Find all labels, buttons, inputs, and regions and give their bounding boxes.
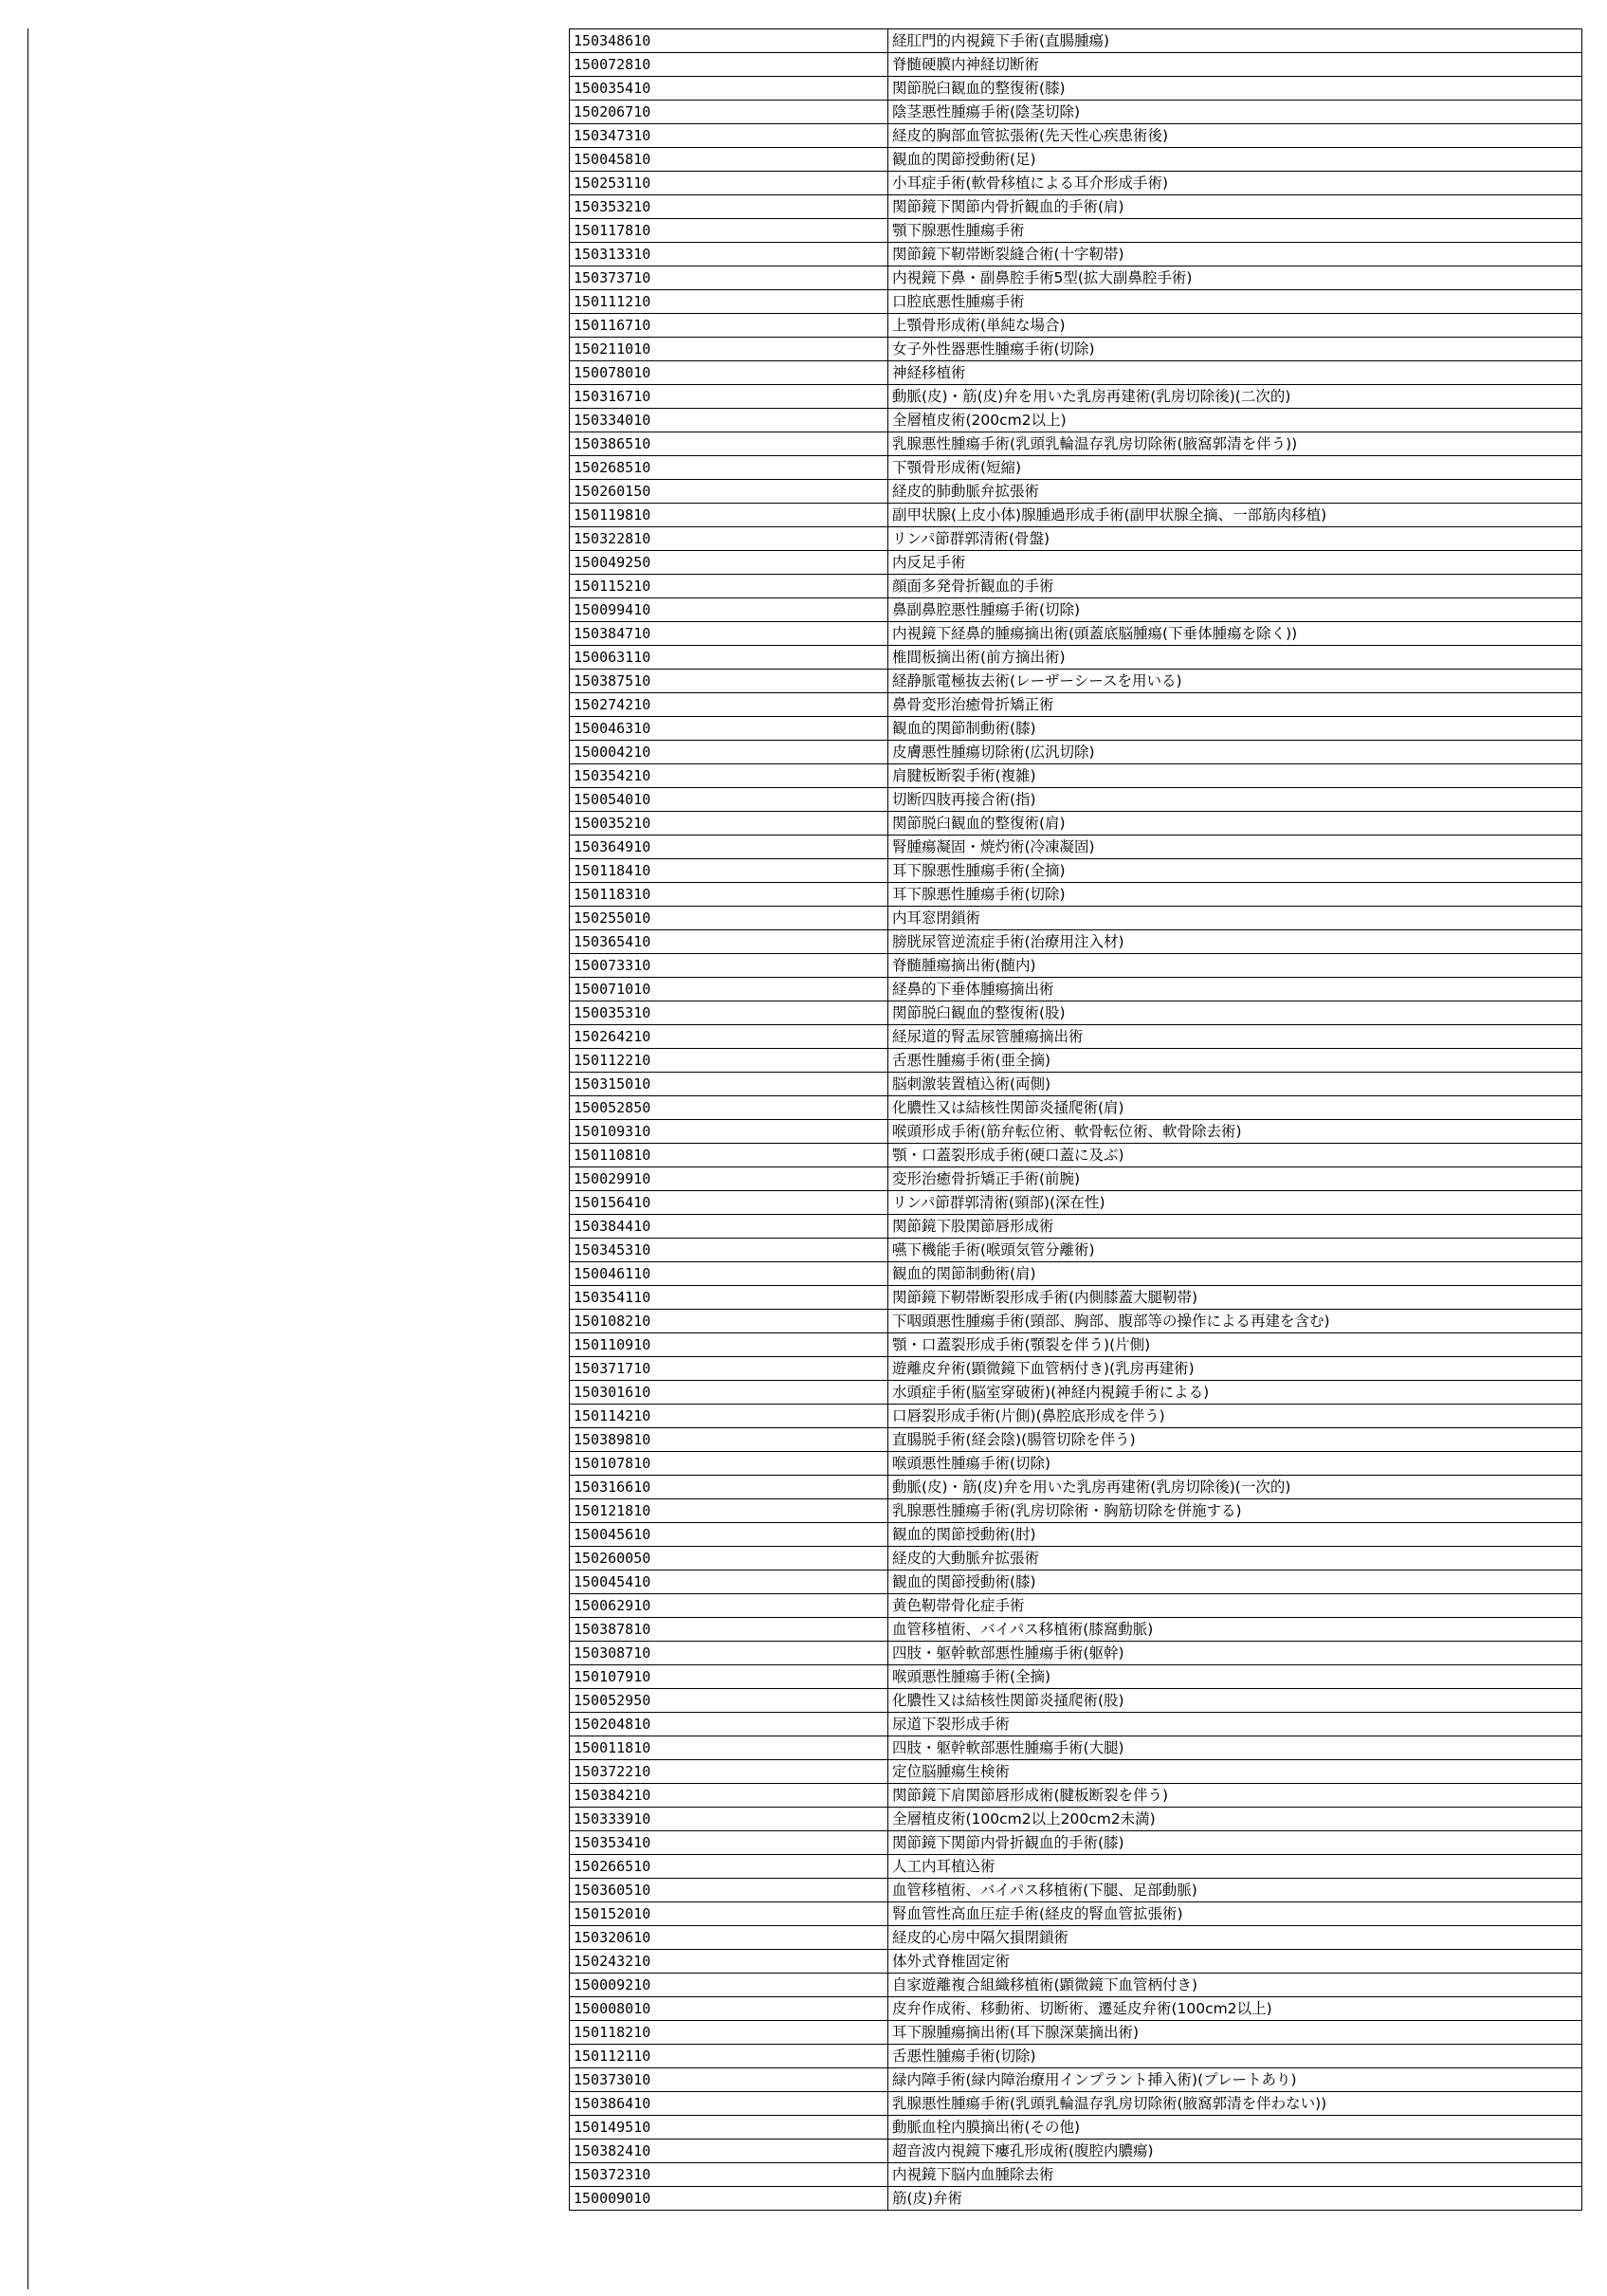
procedure-name-cell: 内視鏡下経鼻的腫瘍摘出術(頭蓋底脳腫瘍(下垂体腫瘍を除く)) — [888, 622, 1582, 646]
table-row — [570, 409, 1582, 432]
procedure-name-cell: 皮弁作成術、移動術、切断術、遷延皮弁術(100cm2以上) — [888, 1997, 1582, 2021]
table-row — [570, 266, 1582, 290]
procedure-name-cell: 尿道下裂形成手術 — [888, 1713, 1582, 1736]
procedure-name-cell: 関節脱臼観血的整復術(肩) — [888, 812, 1582, 836]
table-row — [570, 290, 1582, 314]
table-row — [570, 1926, 1582, 1950]
procedure-code-cell: 150119810 — [570, 504, 888, 527]
procedure-code-cell: 150052850 — [570, 1096, 888, 1120]
table-row — [570, 764, 1582, 788]
table-row — [570, 432, 1582, 456]
procedure-name-cell: 上顎骨形成術(単純な場合) — [888, 314, 1582, 338]
page-left-rule — [27, 28, 28, 2289]
table-row — [570, 812, 1582, 836]
procedure-code-cell: 150112110 — [570, 2045, 888, 2068]
procedure-code-cell: 150073310 — [570, 954, 888, 978]
procedure-name-cell: 黄色靭帯骨化症手術 — [888, 1594, 1582, 1618]
procedure-name-cell: 嚥下機能手術(喉頭気管分離術) — [888, 1239, 1582, 1262]
procedure-name-cell: 化膿性又は結核性関節炎掻爬術(股) — [888, 1689, 1582, 1713]
procedure-code-cell: 150274210 — [570, 693, 888, 717]
procedure-code-cell: 150320610 — [570, 1926, 888, 1950]
procedure-name-cell: 緑内障手術(緑内障治療用インプラント挿入術)(プレートあり) — [888, 2068, 1582, 2092]
table-row — [570, 77, 1582, 101]
procedure-name-cell: 化膿性又は結核性関節炎掻爬術(肩) — [888, 1096, 1582, 1120]
table-row — [570, 1310, 1582, 1333]
table-row — [570, 1073, 1582, 1096]
table-row — [570, 2068, 1582, 2092]
table-row — [570, 1665, 1582, 1689]
procedure-code-cell: 150118210 — [570, 2021, 888, 2045]
procedure-name-cell: 耳下腺腫瘍摘出術(耳下腺深葉摘出術) — [888, 2021, 1582, 2045]
table-row — [570, 219, 1582, 243]
table-row — [570, 1144, 1582, 1167]
table-row — [570, 527, 1582, 551]
procedure-code-cell: 150354210 — [570, 764, 888, 788]
procedure-name-cell: 変形治癒骨折矯正手術(前腕) — [888, 1167, 1582, 1191]
procedure-name-cell: 血管移植術、バイパス移植術(下腿、足部動脈) — [888, 1879, 1582, 1902]
procedure-code-cell: 150118410 — [570, 859, 888, 883]
table-row — [570, 1997, 1582, 2021]
table-row — [570, 1215, 1582, 1239]
procedure-code-cell: 150114210 — [570, 1405, 888, 1428]
procedure-name-cell: 経皮的大動脈弁拡張術 — [888, 1547, 1582, 1570]
table-row — [570, 1523, 1582, 1547]
procedure-code-cell: 150206710 — [570, 101, 888, 124]
table-row — [570, 670, 1582, 693]
procedure-code-cell: 150117810 — [570, 219, 888, 243]
procedure-table-body — [570, 29, 1582, 2211]
procedure-name-cell: 喉頭形成手術(筋弁転位術、軟骨転位術、軟骨除去術) — [888, 1120, 1582, 1144]
procedure-code-cell: 150373710 — [570, 266, 888, 290]
table-row — [570, 1784, 1582, 1808]
table-row — [570, 53, 1582, 77]
table-row — [570, 788, 1582, 812]
procedure-code-cell: 150063110 — [570, 646, 888, 670]
table-row — [570, 2187, 1582, 2211]
table-row — [570, 195, 1582, 219]
procedure-code-cell: 150333910 — [570, 1808, 888, 1831]
table-row — [570, 1239, 1582, 1262]
procedure-name-cell: 観血的関節制動術(肩) — [888, 1262, 1582, 1286]
procedure-name-cell: 人工内耳植込術 — [888, 1855, 1582, 1879]
procedure-name-cell: 関節鏡下股関節唇形成術 — [888, 1215, 1582, 1239]
table-row — [570, 2140, 1582, 2163]
table-row — [570, 1547, 1582, 1570]
table-row — [570, 1476, 1582, 1499]
table-row — [570, 1950, 1582, 1974]
table-row — [570, 2163, 1582, 2187]
procedure-code-cell: 150345310 — [570, 1239, 888, 1262]
table-row — [570, 741, 1582, 764]
table-row — [570, 1808, 1582, 1831]
table-row — [570, 1902, 1582, 1926]
table-row — [570, 1499, 1582, 1523]
table-row — [570, 1049, 1582, 1073]
procedure-code-cell: 150353210 — [570, 195, 888, 219]
procedure-code-cell: 150072810 — [570, 53, 888, 77]
procedure-code-cell: 150108210 — [570, 1310, 888, 1333]
table-row — [570, 480, 1582, 504]
table-row — [570, 1096, 1582, 1120]
table-row — [570, 1736, 1582, 1760]
procedure-name-cell: 経鼻的下垂体腫瘍摘出術 — [888, 978, 1582, 1001]
procedure-name-cell: 関節鏡下関節内骨折観血的手術(肩) — [888, 195, 1582, 219]
procedure-code-cell: 150062910 — [570, 1594, 888, 1618]
procedure-code-cell: 150387810 — [570, 1618, 888, 1642]
procedure-name-cell: 耳下腺悪性腫瘍手術(全摘) — [888, 859, 1582, 883]
procedure-name-cell: 脊髄硬膜内神経切断術 — [888, 53, 1582, 77]
procedure-name-cell: 副甲状腺(上皮小体)腺腫過形成手術(副甲状腺全摘、一部筋肉移植) — [888, 504, 1582, 527]
procedure-name-cell: 関節鏡下靭帯断裂縫合術(十字靭帯) — [888, 243, 1582, 266]
table-row — [570, 1428, 1582, 1452]
table-row — [570, 1618, 1582, 1642]
procedure-code-cell: 150372310 — [570, 2163, 888, 2187]
procedure-code-cell: 150035410 — [570, 77, 888, 101]
procedure-name-cell: 皮膚悪性腫瘍切除術(広汎切除) — [888, 741, 1582, 764]
procedure-name-cell: 内視鏡下鼻・副鼻腔手術5型(拡大副鼻腔手術) — [888, 266, 1582, 290]
procedure-name-cell: 女子外性器悪性腫瘍手術(切除) — [888, 338, 1582, 361]
table-row — [570, 598, 1582, 622]
procedure-name-cell: 観血的関節授動術(膝) — [888, 1570, 1582, 1594]
table-row — [570, 717, 1582, 741]
procedure-code-cell: 150348610 — [570, 29, 888, 53]
table-row — [570, 385, 1582, 409]
procedure-name-cell: リンパ節群郭清術(頸部)(深在性) — [888, 1191, 1582, 1215]
table-row — [570, 693, 1582, 717]
procedure-code-cell: 150052950 — [570, 1689, 888, 1713]
procedure-code-cell: 150009010 — [570, 2187, 888, 2211]
procedure-name-cell: 血管移植術、バイパス移植術(膝窩動脈) — [888, 1618, 1582, 1642]
procedure-name-cell: 口唇裂形成手術(片側)(鼻腔底形成を伴う) — [888, 1405, 1582, 1428]
procedure-name-cell: 椎間板摘出術(前方摘出術) — [888, 646, 1582, 670]
procedure-code-cell: 150334010 — [570, 409, 888, 432]
procedure-code-cell: 150045410 — [570, 1570, 888, 1594]
procedure-name-cell: 遊離皮弁術(顕微鏡下血管柄付き)(乳房再建術) — [888, 1357, 1582, 1381]
procedure-name-cell: 四肢・躯幹軟部悪性腫瘍手術(大腿) — [888, 1736, 1582, 1760]
procedure-name-cell: 口腔底悪性腫瘍手術 — [888, 290, 1582, 314]
procedure-code-cell: 150009210 — [570, 1974, 888, 1997]
table-row — [570, 1594, 1582, 1618]
procedure-name-cell: 小耳症手術(軟骨移植による耳介形成手術) — [888, 172, 1582, 195]
procedure-name-cell: 顎・口蓋裂形成手術(硬口蓋に及ぶ) — [888, 1144, 1582, 1167]
procedure-code-cell: 150054010 — [570, 788, 888, 812]
procedure-name-cell: 経肛門的内視鏡下手術(直腸腫瘍) — [888, 29, 1582, 53]
procedure-code-cell: 150384210 — [570, 1784, 888, 1808]
procedure-code-cell: 150308710 — [570, 1642, 888, 1665]
procedure-code-cell: 150115210 — [570, 575, 888, 598]
procedure-code-cell: 150386410 — [570, 2092, 888, 2116]
procedure-name-cell: 動脈(皮)・筋(皮)弁を用いた乳房再建術(乳房切除後)(二次的) — [888, 385, 1582, 409]
procedure-code-cell: 150045810 — [570, 148, 888, 172]
table-row — [570, 836, 1582, 859]
procedure-name-cell: 内耳窓閉鎖術 — [888, 907, 1582, 930]
procedure-name-cell: 経静脈電極抜去術(レーザーシースを用いる) — [888, 670, 1582, 693]
table-row — [570, 1689, 1582, 1713]
procedure-name-cell: 全層植皮術(100cm2以上200cm2未満) — [888, 1808, 1582, 1831]
procedure-name-cell: 下顎骨形成術(短縮) — [888, 456, 1582, 480]
procedure-code-cell: 150004210 — [570, 741, 888, 764]
table-row — [570, 1191, 1582, 1215]
procedure-code-cell: 150118310 — [570, 883, 888, 907]
table-row — [570, 1760, 1582, 1784]
procedure-code-cell: 150316710 — [570, 385, 888, 409]
table-row — [570, 1879, 1582, 1902]
table-row — [570, 29, 1582, 53]
procedure-code-cell: 150372210 — [570, 1760, 888, 1784]
table-row — [570, 456, 1582, 480]
procedure-code-cell: 150045610 — [570, 1523, 888, 1547]
table-row — [570, 148, 1582, 172]
table-row — [570, 575, 1582, 598]
procedure-code-cell: 150099410 — [570, 598, 888, 622]
procedure-name-cell: 経皮的心房中隔欠損閉鎖術 — [888, 1926, 1582, 1950]
procedure-name-cell: 肩腱板断裂手術(複雑) — [888, 764, 1582, 788]
procedure-name-cell: 内視鏡下脳内血腫除去術 — [888, 2163, 1582, 2187]
procedure-name-cell: 鼻骨変形治癒骨折矯正術 — [888, 693, 1582, 717]
table-row — [570, 859, 1582, 883]
procedure-name-cell: 関節脱臼観血的整復術(膝) — [888, 77, 1582, 101]
procedure-name-cell: 乳腺悪性腫瘍手術(乳房切除術・胸筋切除を併施する) — [888, 1499, 1582, 1523]
procedure-code-cell: 150371710 — [570, 1357, 888, 1381]
table-row — [570, 2045, 1582, 2068]
table-row — [570, 338, 1582, 361]
table-row — [570, 1025, 1582, 1049]
procedure-name-cell: 乳腺悪性腫瘍手術(乳頭乳輪温存乳房切除術(腋窩郭清を伴わない)) — [888, 2092, 1582, 2116]
procedure-code-cell: 150387510 — [570, 670, 888, 693]
procedure-code-cell: 150322810 — [570, 527, 888, 551]
procedure-name-cell: 顎・口蓋裂形成手術(顎裂を伴う)(片側) — [888, 1333, 1582, 1357]
procedure-code-cell: 150071010 — [570, 978, 888, 1001]
procedure-code-cell: 150152010 — [570, 1902, 888, 1926]
procedure-code-cell: 150116710 — [570, 314, 888, 338]
table-row — [570, 551, 1582, 575]
table-row — [570, 101, 1582, 124]
table-row — [570, 1120, 1582, 1144]
procedure-code-cell: 150389810 — [570, 1428, 888, 1452]
procedure-name-cell: 顎下腺悪性腫瘍手術 — [888, 219, 1582, 243]
table-row — [570, 930, 1582, 954]
table-row — [570, 907, 1582, 930]
procedure-code-cell: 150315010 — [570, 1073, 888, 1096]
table-row — [570, 646, 1582, 670]
procedure-name-cell: 観血的関節制動術(膝) — [888, 717, 1582, 741]
procedure-name-cell: 関節鏡下靭帯断裂形成手術(内側膝蓋大腿靭帯) — [888, 1286, 1582, 1310]
procedure-code-cell: 150008010 — [570, 1997, 888, 2021]
procedure-name-cell: 耳下腺悪性腫瘍手術(切除) — [888, 883, 1582, 907]
table-row — [570, 314, 1582, 338]
procedure-name-cell: 脊髄腫瘍摘出術(髄内) — [888, 954, 1582, 978]
procedure-name-cell: 水頭症手術(脳室穿破術)(神経内視鏡手術による) — [888, 1381, 1582, 1405]
procedure-code-cell: 150121810 — [570, 1499, 888, 1523]
procedure-code-cell: 150268510 — [570, 456, 888, 480]
procedure-code-cell: 150360510 — [570, 1879, 888, 1902]
procedure-name-cell: 定位脳腫瘍生検術 — [888, 1760, 1582, 1784]
procedure-name-cell: 関節鏡下肩関節唇形成術(腱板断裂を伴う) — [888, 1784, 1582, 1808]
table-row — [570, 954, 1582, 978]
table-row — [570, 1167, 1582, 1191]
procedure-code-cell: 150204810 — [570, 1713, 888, 1736]
table-row — [570, 172, 1582, 195]
procedure-code-cell: 150316610 — [570, 1476, 888, 1499]
table-row — [570, 2116, 1582, 2140]
procedure-code-cell: 150029910 — [570, 1167, 888, 1191]
table-row — [570, 504, 1582, 527]
table-row — [570, 1001, 1582, 1025]
procedure-name-cell: 乳腺悪性腫瘍手術(乳頭乳輪温存乳房切除術(腋窩郭清を伴う)) — [888, 432, 1582, 456]
procedure-name-cell: 喉頭悪性腫瘍手術(切除) — [888, 1452, 1582, 1476]
procedure-code-cell: 150365410 — [570, 930, 888, 954]
procedure-code-cell: 150264210 — [570, 1025, 888, 1049]
table-row — [570, 622, 1582, 646]
procedure-code-cell: 150260150 — [570, 480, 888, 504]
procedure-name-cell: 経尿道的腎盂尿管腫瘍摘出術 — [888, 1025, 1582, 1049]
procedure-name-cell: 腎血管性高血圧症手術(経皮的腎血管拡張術) — [888, 1902, 1582, 1926]
procedure-name-cell: 関節脱臼観血的整復術(股) — [888, 1001, 1582, 1025]
procedure-name-cell: 舌悪性腫瘍手術(亜全摘) — [888, 1049, 1582, 1073]
procedure-code-cell: 150313310 — [570, 243, 888, 266]
procedure-name-cell: 顔面多発骨折観血的手術 — [888, 575, 1582, 598]
table-row — [570, 2092, 1582, 2116]
procedure-code-cell: 150035210 — [570, 812, 888, 836]
table-row — [570, 1831, 1582, 1855]
table-row — [570, 1405, 1582, 1428]
table-row — [570, 1642, 1582, 1665]
table-row — [570, 124, 1582, 148]
procedure-code-cell: 150110810 — [570, 1144, 888, 1167]
procedure-code-cell: 150243210 — [570, 1950, 888, 1974]
procedure-code-cell: 150353410 — [570, 1831, 888, 1855]
procedure-code-cell: 150046310 — [570, 717, 888, 741]
procedure-name-cell: 神経移植術 — [888, 361, 1582, 385]
table-row — [570, 1713, 1582, 1736]
procedure-code-cell: 150386510 — [570, 432, 888, 456]
procedure-code-cell: 150111210 — [570, 290, 888, 314]
procedure-name-cell: 内反足手術 — [888, 551, 1582, 575]
procedure-code-cell: 150384410 — [570, 1215, 888, 1239]
procedure-name-cell: 膀胱尿管逆流症手術(治療用注入材) — [888, 930, 1582, 954]
procedure-name-cell: 四肢・躯幹軟部悪性腫瘍手術(躯幹) — [888, 1642, 1582, 1665]
procedure-code-cell: 150301610 — [570, 1381, 888, 1405]
table-row — [570, 361, 1582, 385]
table-row — [570, 1262, 1582, 1286]
procedure-name-cell: 陰茎悪性腫瘍手術(陰茎切除) — [888, 101, 1582, 124]
procedure-name-cell: 観血的関節授動術(足) — [888, 148, 1582, 172]
procedure-name-cell: 自家遊離複合組織移植術(顕微鏡下血管柄付き) — [888, 1974, 1582, 1997]
procedure-code-cell: 150046110 — [570, 1262, 888, 1286]
procedure-name-cell: 動脈血栓内膜摘出術(その他) — [888, 2116, 1582, 2140]
procedure-name-cell: 関節鏡下関節内骨折観血的手術(膝) — [888, 1831, 1582, 1855]
procedure-name-cell: 直腸脱手術(経会陰)(腸管切除を伴う) — [888, 1428, 1582, 1452]
procedure-name-cell: 下咽頭悪性腫瘍手術(頸部、胸部、腹部等の操作による再建を含む) — [888, 1310, 1582, 1333]
procedure-code-cell: 150112210 — [570, 1049, 888, 1073]
procedure-code-cell: 150107910 — [570, 1665, 888, 1689]
procedure-code-cell: 150035310 — [570, 1001, 888, 1025]
procedure-code-cell: 150255010 — [570, 907, 888, 930]
procedure-name-cell: 舌悪性腫瘍手術(切除) — [888, 2045, 1582, 2068]
procedure-code-cell: 150253110 — [570, 172, 888, 195]
procedure-name-cell: 観血的関節授動術(肘) — [888, 1523, 1582, 1547]
procedure-code-cell: 150266510 — [570, 1855, 888, 1879]
procedure-name-cell: 超音波内視鏡下瘻孔形成術(腹腔内膿瘍) — [888, 2140, 1582, 2163]
procedure-code-cell: 150011810 — [570, 1736, 888, 1760]
procedure-code-cell: 150260050 — [570, 1547, 888, 1570]
procedure-name-cell: 喉頭悪性腫瘍手術(全摘) — [888, 1665, 1582, 1689]
table-row — [570, 1381, 1582, 1405]
procedure-name-cell: 経皮的肺動脈弁拡張術 — [888, 480, 1582, 504]
procedure-code-cell: 150156410 — [570, 1191, 888, 1215]
table-row — [570, 1286, 1582, 1310]
procedure-code-cell: 150211010 — [570, 338, 888, 361]
table-row — [570, 1855, 1582, 1879]
table-row — [570, 1357, 1582, 1381]
table-row — [570, 883, 1582, 907]
procedure-code-cell: 150364910 — [570, 836, 888, 859]
procedure-name-cell: 腎腫瘍凝固・焼灼術(冷凍凝固) — [888, 836, 1582, 859]
procedure-name-cell: 切断四肢再接合術(指) — [888, 788, 1582, 812]
procedure-code-cell: 150149510 — [570, 2116, 888, 2140]
table-row — [570, 1452, 1582, 1476]
procedure-code-cell: 150373010 — [570, 2068, 888, 2092]
table-row — [570, 1333, 1582, 1357]
procedure-name-cell: 全層植皮術(200cm2以上) — [888, 409, 1582, 432]
procedure-code-cell: 150382410 — [570, 2140, 888, 2163]
procedure-code-table — [569, 28, 1582, 2211]
procedure-name-cell: 動脈(皮)・筋(皮)弁を用いた乳房再建術(乳房切除後)(一次的) — [888, 1476, 1582, 1499]
procedure-name-cell: リンパ節群郭清術(骨盤) — [888, 527, 1582, 551]
table-row — [570, 1570, 1582, 1594]
procedure-code-cell: 150354110 — [570, 1286, 888, 1310]
table-row — [570, 243, 1582, 266]
procedure-code-cell: 150109310 — [570, 1120, 888, 1144]
procedure-name-cell: 筋(皮)弁術 — [888, 2187, 1582, 2211]
procedure-name-cell: 鼻副鼻腔悪性腫瘍手術(切除) — [888, 598, 1582, 622]
procedure-code-cell: 150384710 — [570, 622, 888, 646]
table-row — [570, 978, 1582, 1001]
procedure-code-cell: 150107810 — [570, 1452, 888, 1476]
procedure-code-cell: 150049250 — [570, 551, 888, 575]
procedure-table-container — [569, 28, 1581, 2211]
table-row — [570, 1974, 1582, 1997]
procedure-code-cell: 150110910 — [570, 1333, 888, 1357]
procedure-code-cell: 150078010 — [570, 361, 888, 385]
procedure-name-cell: 経皮的胸部血管拡張術(先天性心疾患術後) — [888, 124, 1582, 148]
procedure-name-cell: 脳刺激装置植込術(両側) — [888, 1073, 1582, 1096]
table-row — [570, 2021, 1582, 2045]
procedure-name-cell: 体外式脊椎固定術 — [888, 1950, 1582, 1974]
procedure-code-cell: 150347310 — [570, 124, 888, 148]
